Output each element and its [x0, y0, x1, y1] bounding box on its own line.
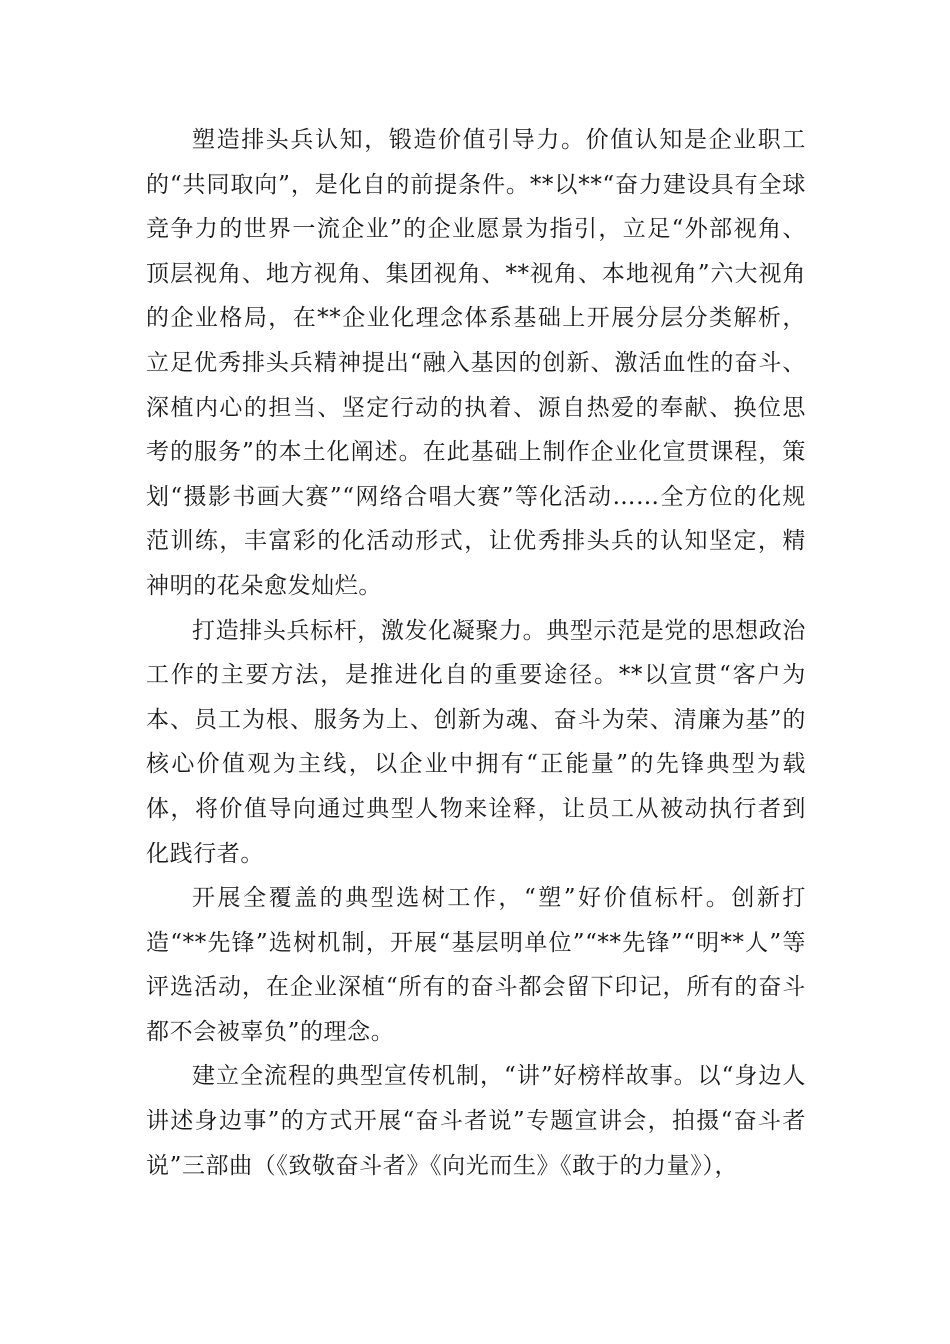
paragraph-publicity: 建立全流程的典型宣传机制，“讲”好榜样故事。以“身边人讲述身边事”的方式开展“奋斗者说”专题宣讲会，拍摄“奋斗者说”三部曲（《致敬奋斗者》《向光而生》《敢于的力量》），	[146, 1063, 806, 1179]
paragraph-selection: 开展全覆盖的典型选树工作，“塑”好价值标杆。创新打造“**先锋”选树机制，开展“基层明单位”“**先锋”“明**人”等评选活动，在企业深植“所有的奋斗都会留下印记，所有的奋斗都不会被辜负”的理念。	[146, 885, 806, 1045]
paragraph-value-cognition: 塑造排头兵认知，锻造价值引导力。价值认知是企业职工的“共同取向”，是化自的前提条件。**以**“奋力建设具有全球竞争力的世界一流企业”的企业愿景为指引，立足“外部视角、顶层视角、地方视角、集团视角、**视角、本地视角”六大视角的企业格局，在**企业化理念体系基础上开展分层分类解析，立足优秀排头兵精神提出“融入基因的创新、激活血性的奋斗、深植内心的担当、坚定行动的执着、源自热爱的奉献、换位思考的服务”的本土化阐述。在此基础上制作企业化宣贯课程，策划“摄影书画大赛”“网络合唱大赛”等化活动……全方位的化规范训练，丰富彩的化活动形式，让优秀排头兵的认知坚定，精神明的花朵愈发灿烂。	[146, 127, 806, 599]
paragraph-benchmark: 打造排头兵标杆，激发化凝聚力。典型示范是党的思想政治工作的主要方法，是推进化自的重要途径。**以宣贯“客户为本、员工为根、服务为上、创新为魂、奋斗为荣、清廉为基”的核心价值观为主线，以企业中拥有“正能量”的先锋典型为载体，将价值导向通过典型人物来诠释，让员工从被动执行者到化践行者。	[146, 617, 806, 867]
document-body	[146, 118, 806, 1188]
